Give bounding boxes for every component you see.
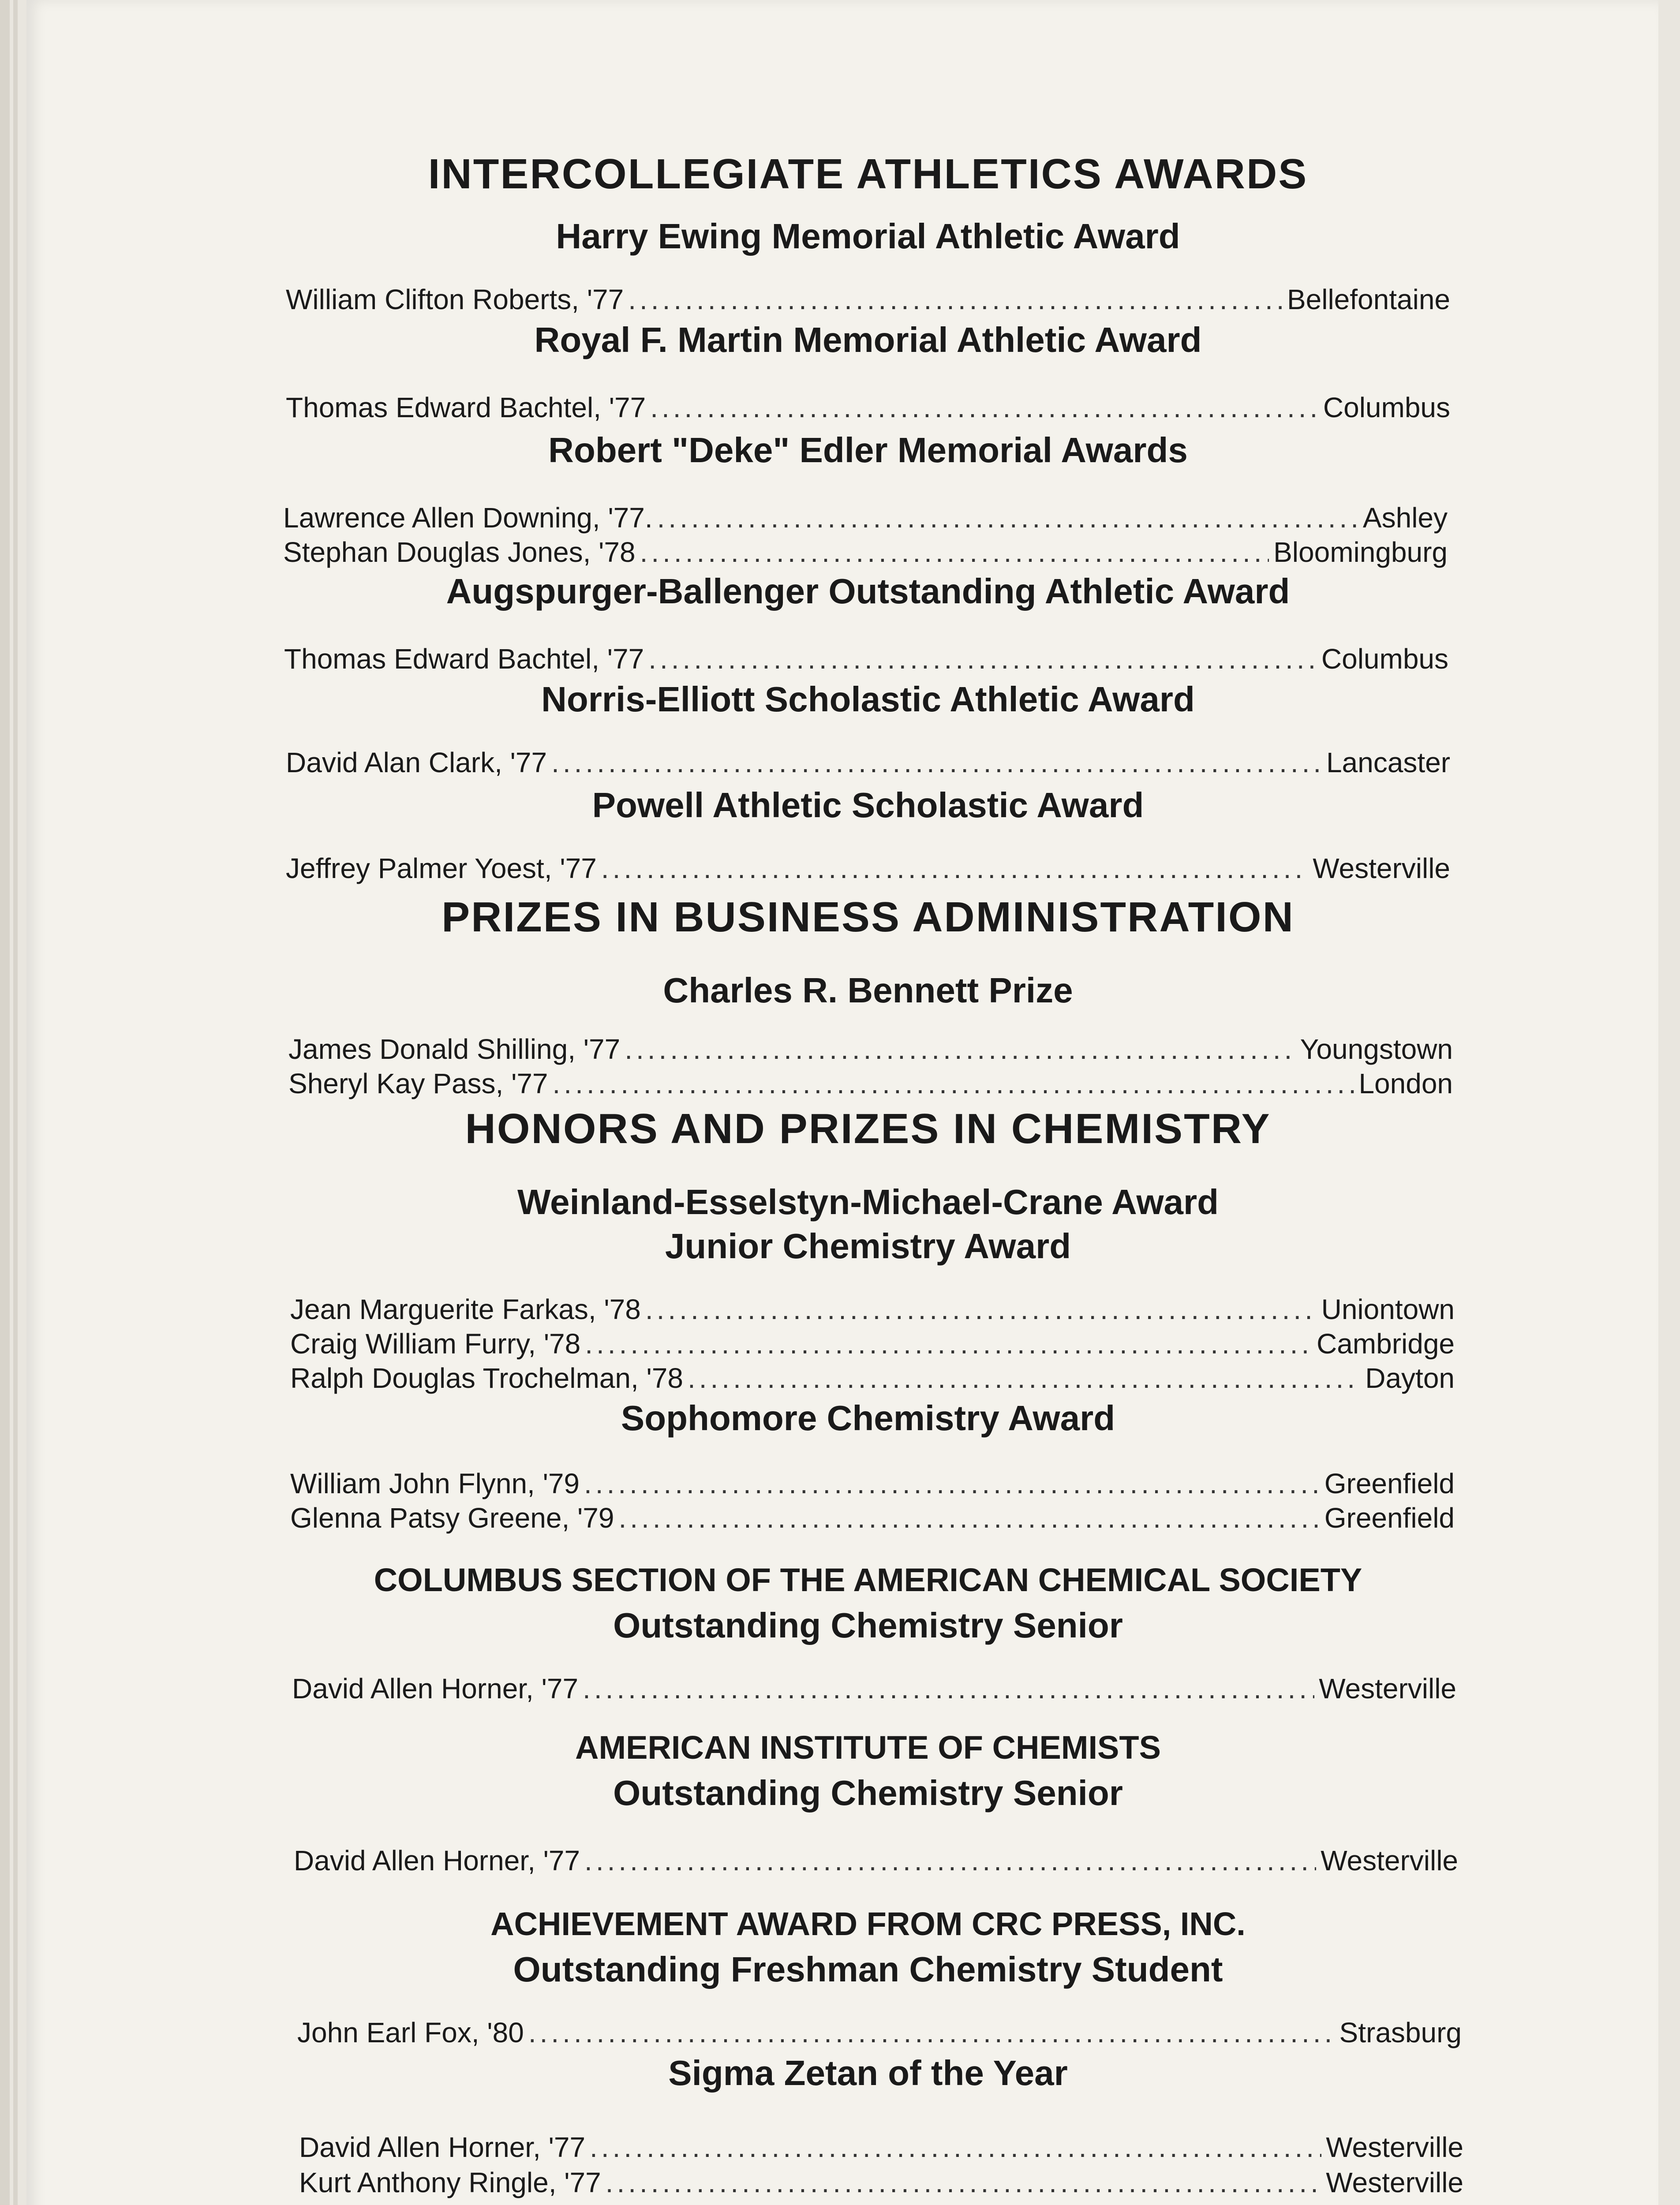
- award-title: Norris-Elliott Scholastic Athletic Award: [541, 680, 1195, 719]
- award-recipient-row: [288, 1032, 1453, 1066]
- recipient-hometown: Columbus: [1321, 643, 1448, 675]
- award-recipient-row: [290, 1501, 1455, 1535]
- award-title: Sigma Zetan of the Year: [668, 2053, 1068, 2093]
- recipient-name: William Clifton Roberts, '77: [286, 284, 624, 315]
- recipient-name: Glenna Patsy Greene, '79: [290, 1502, 614, 1534]
- award-title: Outstanding Chemistry Senior: [613, 1606, 1123, 1645]
- recipient-name: David Allen Horner, '77: [294, 1845, 580, 1876]
- dot-leader: [585, 1327, 1312, 1361]
- recipient-hometown: Bloomingburg: [1273, 536, 1448, 568]
- award-recipient-row: [286, 282, 1450, 317]
- organization-heading: COLUMBUS SECTION OF THE AMERICAN CHEMICAL SOCIETY: [374, 1562, 1362, 1598]
- recipient-hometown: Columbus: [1323, 392, 1450, 423]
- award-title: Royal F. Martin Memorial Athletic Award: [534, 320, 1202, 359]
- award-recipient-row: [283, 535, 1448, 569]
- section-heading: PRIZES IN BUSINESS ADMINISTRATION: [442, 893, 1295, 941]
- award-recipient-row: [290, 1361, 1455, 1395]
- award-recipient-row: [284, 642, 1448, 676]
- recipient-name: Thomas Edward Bachtel, '77: [284, 643, 644, 675]
- dot-leader: [648, 642, 1317, 676]
- award-recipient-row: [290, 1466, 1455, 1501]
- program-page: [26, 0, 1658, 2205]
- dot-leader: [688, 1361, 1361, 1395]
- award-recipient-row: [294, 1843, 1458, 1878]
- dot-leader: [551, 745, 1322, 780]
- recipient-hometown: Ashley: [1362, 502, 1448, 534]
- award-recipient-row: [297, 2015, 1462, 2050]
- award-title: Robert "Deke" Edler Memorial Awards: [548, 430, 1188, 470]
- recipient-name: Thomas Edward Bachtel, '77: [286, 392, 646, 423]
- recipient-name: David Alan Clark, '77: [286, 747, 547, 778]
- recipient-hometown: Strasburg: [1339, 2017, 1462, 2048]
- recipient-name: John Earl Fox, '80: [297, 2017, 524, 2048]
- recipient-name: Lawrence Allen Downing, '77.: [283, 502, 653, 534]
- dot-leader: [645, 1292, 1317, 1327]
- award-recipient-row: [299, 2130, 1463, 2164]
- section-heading: HONORS AND PRIZES IN CHEMISTRY: [465, 1105, 1271, 1152]
- award-recipient-row: [286, 390, 1450, 425]
- dot-leader: [584, 1843, 1316, 1878]
- page-edge-left: [0, 0, 10, 2205]
- award-title: Charles R. Bennett Prize: [663, 971, 1073, 1010]
- award-recipient-row: [286, 851, 1450, 886]
- recipient-name: David Allen Horner, '77: [299, 2131, 586, 2163]
- award-title: Augspurger-Ballenger Outstanding Athletic Award: [446, 572, 1290, 611]
- dot-leader: [618, 1501, 1320, 1535]
- award-recipient-row: [286, 745, 1450, 780]
- recipient-name: William John Flynn, '79: [290, 1468, 580, 1499]
- award-recipient-row: [292, 1671, 1456, 1706]
- recipient-hometown: Westerville: [1319, 1673, 1456, 1704]
- award-recipient-row: [290, 1292, 1455, 1327]
- recipient-name: Jean Marguerite Farkas, '78: [290, 1293, 641, 1325]
- organization-heading: ACHIEVEMENT AWARD FROM CRC PRESS, INC.: [490, 1906, 1246, 1942]
- award-recipient-row: [299, 2165, 1463, 2200]
- dot-leader: [583, 1671, 1314, 1706]
- recipient-hometown: Westerville: [1326, 2167, 1463, 2198]
- dot-leader: [606, 2165, 1322, 2200]
- dot-leader: [528, 2015, 1335, 2050]
- recipient-name: Kurt Anthony Ringle, '77: [299, 2167, 601, 2198]
- recipient-hometown: Uniontown: [1321, 1293, 1455, 1325]
- recipient-name: Stephan Douglas Jones, '78: [283, 536, 636, 568]
- dot-leader: [640, 535, 1269, 569]
- recipient-hometown: Cambridge: [1316, 1328, 1455, 1360]
- award-title: Sophomore Chemistry Award: [621, 1398, 1115, 1438]
- organization-heading: AMERICAN INSTITUTE OF CHEMISTS: [575, 1729, 1161, 1766]
- recipient-name: Jeffrey Palmer Yoest, '77: [286, 852, 597, 884]
- recipient-hometown: Youngstown: [1300, 1033, 1453, 1065]
- award-title: Outstanding Freshman Chemistry Student: [513, 1950, 1223, 1989]
- award-title: Harry Ewing Memorial Athletic Award: [556, 217, 1180, 256]
- section-heading: INTERCOLLEGIATE ATHLETICS AWARDS: [428, 150, 1308, 198]
- dot-leader: [553, 1066, 1354, 1101]
- recipient-name: Ralph Douglas Trochelman, '78: [290, 1362, 683, 1394]
- recipient-name: David Allen Horner, '77: [292, 1673, 579, 1704]
- dot-leader: [584, 1466, 1320, 1501]
- recipient-hometown: London: [1358, 1068, 1453, 1099]
- award-title: Weinland-Esselstyn-Michael-Crane Award: [517, 1182, 1219, 1222]
- dot-leader: [590, 2130, 1321, 2164]
- award-recipient-row: [290, 1327, 1455, 1361]
- dot-leader: [628, 282, 1283, 317]
- recipient-hometown: Westerville: [1326, 2131, 1463, 2163]
- recipient-name: Sheryl Kay Pass, '77: [288, 1068, 548, 1099]
- dot-leader: [657, 501, 1358, 535]
- recipient-name: Craig William Furry, '78: [290, 1328, 581, 1360]
- award-title: Outstanding Chemistry Senior: [613, 1773, 1123, 1813]
- recipient-hometown: Lancaster: [1326, 747, 1450, 778]
- award-title: Powell Athletic Scholastic Award: [592, 785, 1144, 825]
- page-edge-left-inner: [13, 0, 18, 2205]
- recipient-hometown: Westerville: [1313, 852, 1450, 884]
- recipient-hometown: Greenfield: [1324, 1468, 1455, 1499]
- award-recipient-row: [283, 501, 1448, 535]
- recipient-name: James Donald Shilling, '77: [288, 1033, 621, 1065]
- recipient-hometown: Bellefontaine: [1287, 284, 1450, 315]
- award-recipient-row: [288, 1066, 1453, 1101]
- dot-leader: [650, 390, 1319, 425]
- award-title: Junior Chemistry Award: [665, 1226, 1071, 1266]
- recipient-hometown: Westerville: [1321, 1845, 1458, 1876]
- recipient-hometown: Dayton: [1365, 1362, 1455, 1394]
- dot-leader: [601, 851, 1308, 886]
- recipient-hometown: Greenfield: [1324, 1502, 1455, 1534]
- dot-leader: [625, 1032, 1295, 1066]
